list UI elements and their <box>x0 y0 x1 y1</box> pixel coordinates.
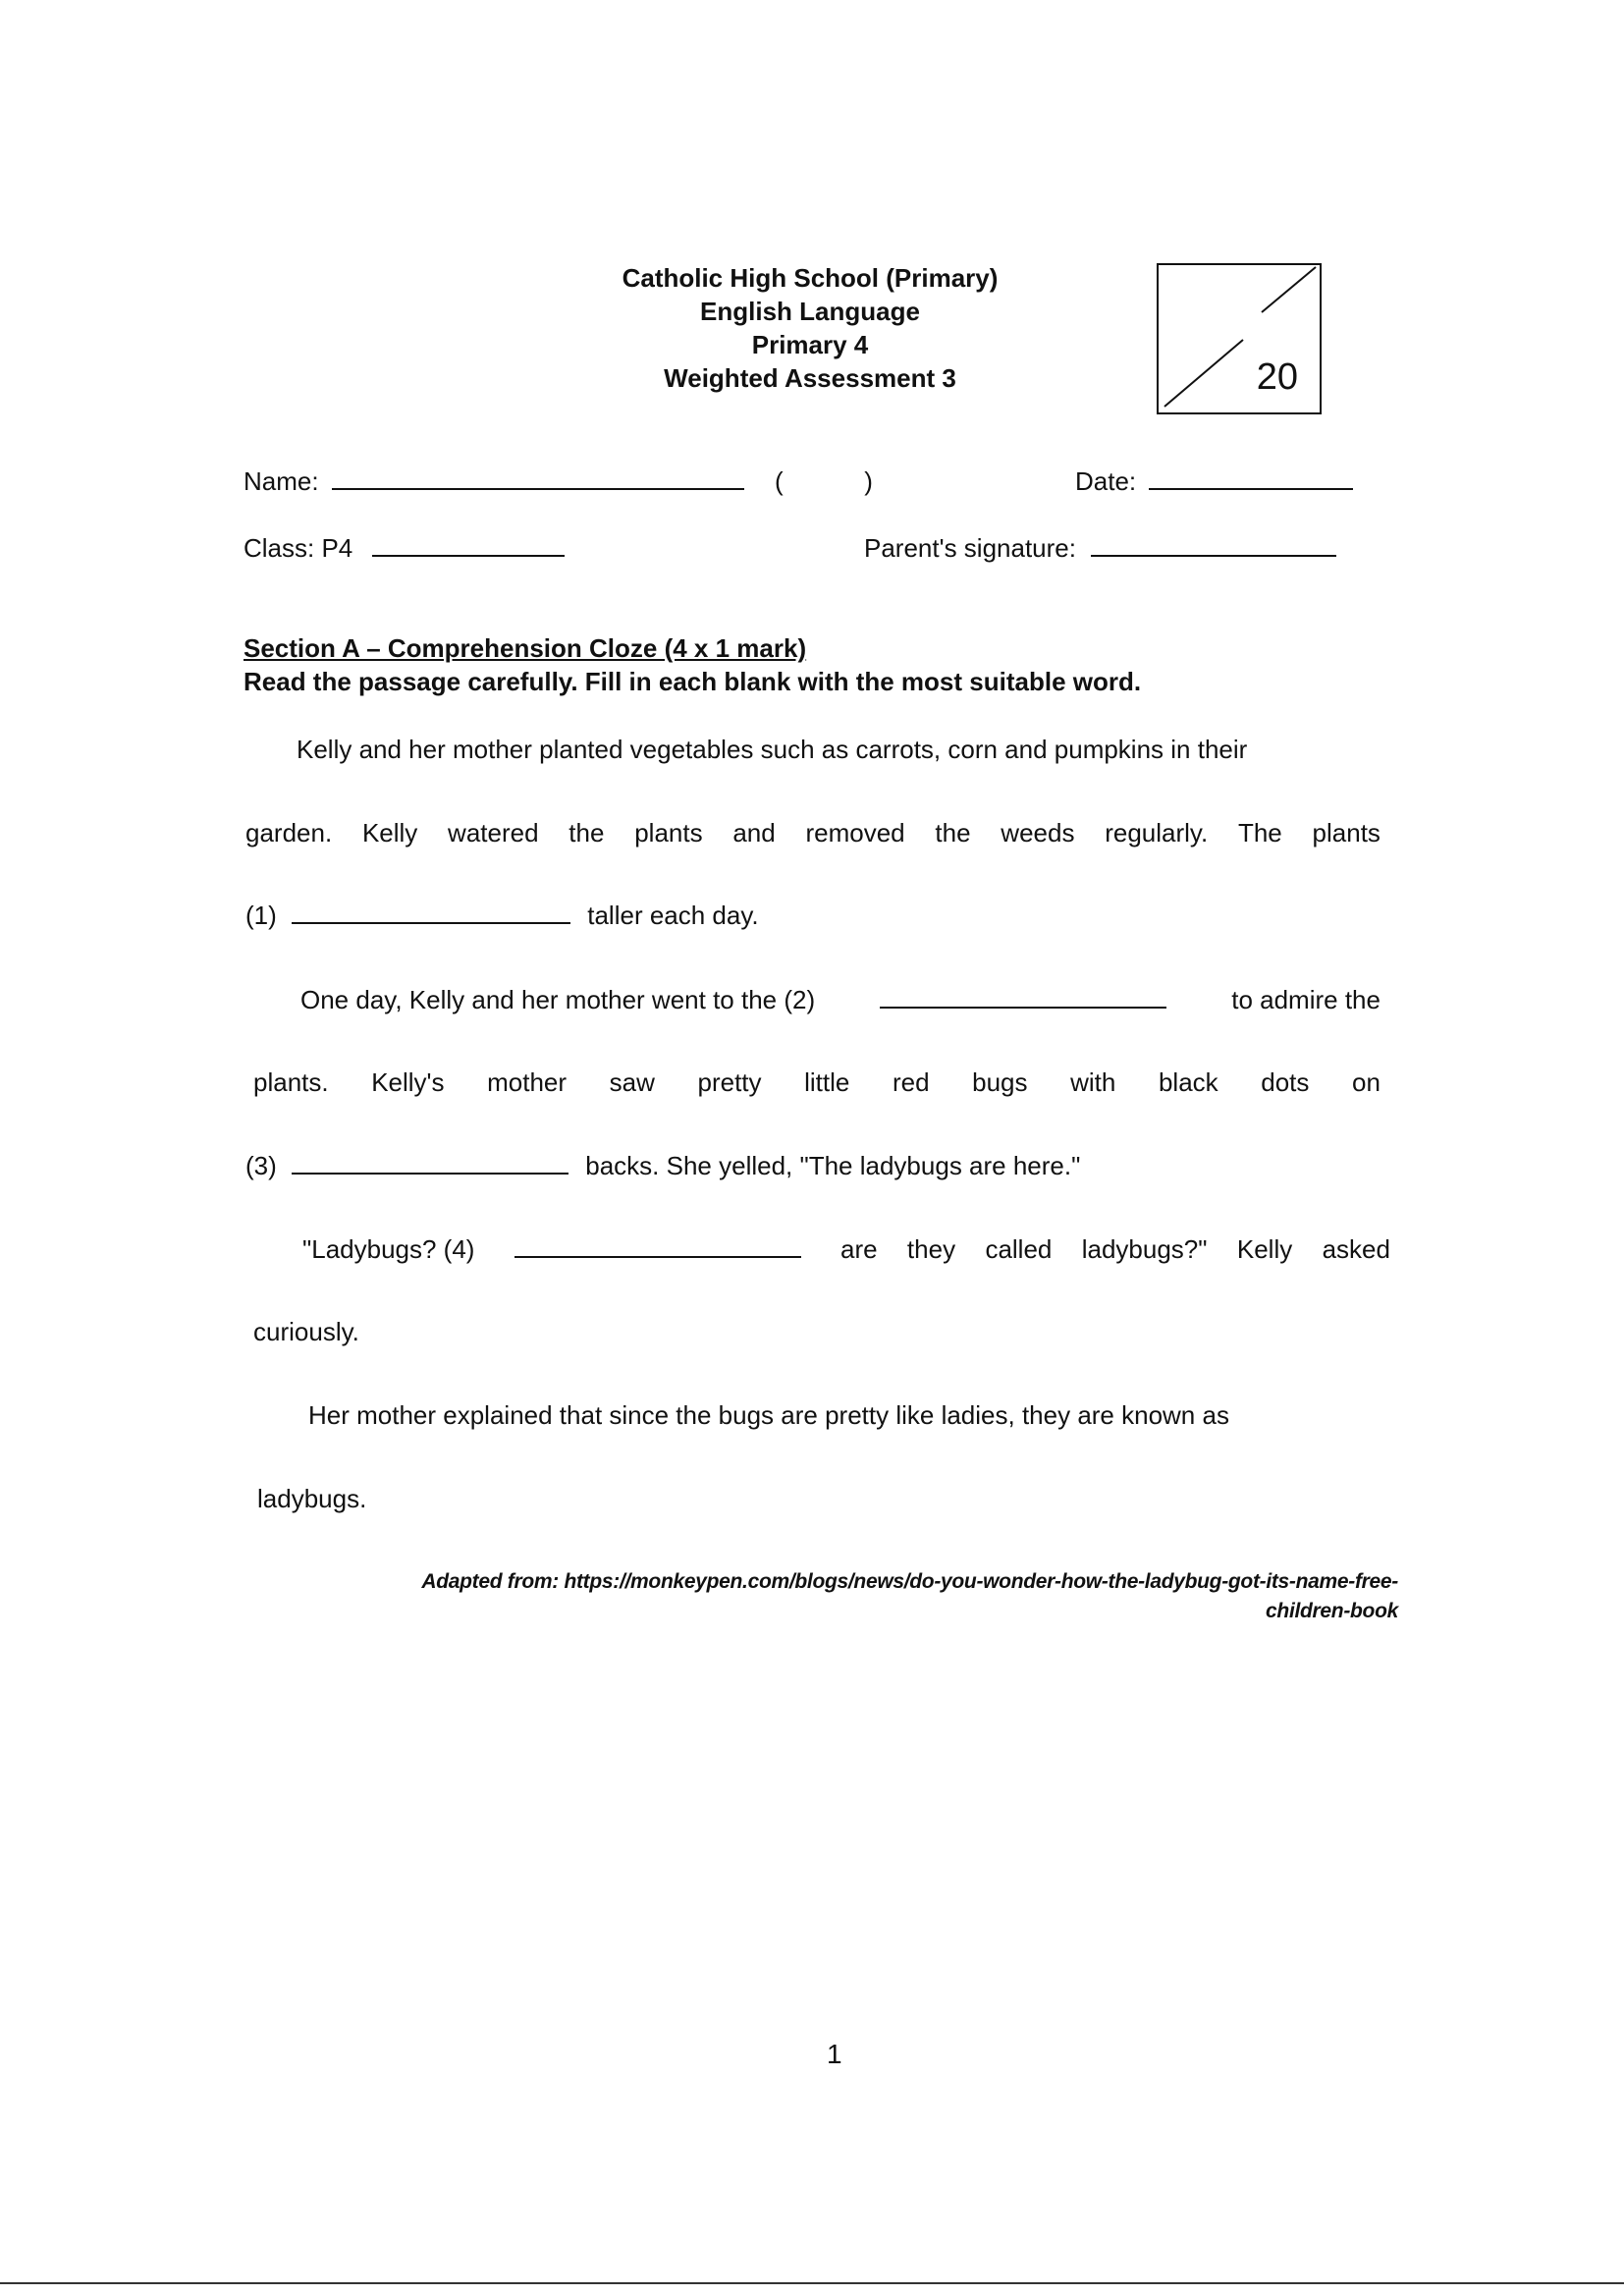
question-3-label: (3) <box>245 1151 277 1180</box>
name-field[interactable] <box>332 466 744 490</box>
worksheet-header <box>560 261 1060 395</box>
question-2-text-before: One day, Kelly and her mother went to the (2) <box>300 985 816 1014</box>
page-number: 1 <box>827 2039 842 2069</box>
question-2-text-after: to admire the <box>1231 985 1380 1014</box>
question-3-blank[interactable] <box>292 1151 568 1175</box>
name-row <box>244 466 873 497</box>
question-1-label: (1) <box>245 901 277 930</box>
passage-line-5-word: red <box>892 1067 930 1097</box>
score-box <box>1157 263 1322 414</box>
question-4-word: called <box>985 1234 1053 1264</box>
date-row <box>1075 466 1353 497</box>
passage-line-2-word: the <box>935 818 971 847</box>
assessment-name: Weighted Assessment 3 <box>664 363 956 393</box>
name-label: Name: <box>244 466 319 496</box>
passage-line-5-word: dots <box>1261 1067 1310 1097</box>
passage-line-5-word: mother <box>487 1067 568 1097</box>
passage-line-2-word: plants <box>634 818 703 847</box>
passage-line-8: curiously. <box>253 1317 359 1346</box>
parent-signature-label: Parent's signature: <box>864 533 1076 563</box>
passage-line-9: Her mother explained that since the bugs are pretty like ladies, they are known as <box>308 1400 1229 1430</box>
passage-line-2-word: garden. <box>245 818 333 847</box>
question-2-line <box>300 985 1380 1015</box>
passage-line-5-word: with <box>1070 1067 1116 1097</box>
passage-line-2-word: removed <box>805 818 905 847</box>
section-title: Section A – Comprehension Cloze (4 x 1 mark) <box>244 633 807 663</box>
school-name: Catholic High School (Primary) <box>622 263 999 293</box>
passage-line-2-word: The <box>1237 818 1282 847</box>
parent-signature-row <box>864 533 1336 564</box>
question-4-blank[interactable] <box>514 1234 801 1258</box>
score-total: 20 <box>1256 356 1298 398</box>
parent-signature-field[interactable] <box>1091 533 1336 557</box>
date-label: Date: <box>1075 466 1137 496</box>
passage-line-5-word: plants. <box>253 1067 329 1097</box>
passage-line-5-word: saw <box>609 1067 655 1097</box>
question-4-word: Kelly <box>1236 1234 1293 1264</box>
class-field[interactable] <box>372 533 565 557</box>
passage-line-5-word: bugs <box>972 1067 1028 1097</box>
question-1-line <box>245 901 759 931</box>
question-2-blank[interactable] <box>880 985 1166 1009</box>
question-1-blank[interactable] <box>292 901 570 924</box>
question-1-text: taller each day. <box>587 901 759 930</box>
passage-line-5-word: on <box>1352 1067 1380 1097</box>
question-3-line <box>245 1151 1080 1181</box>
question-4-word: they <box>906 1234 956 1264</box>
question-4-word: asked <box>1322 1234 1390 1264</box>
level-name: Primary 4 <box>751 330 869 359</box>
passage-line-2-word: weeds <box>1001 818 1075 847</box>
passage-line-5-word: little <box>804 1067 850 1097</box>
passage-line-10: ladybugs. <box>257 1484 367 1513</box>
section-instruction: Read the passage carefully. Fill in each blank with the most suitable word. <box>244 667 1142 696</box>
passage-line-2-word: the <box>568 818 605 847</box>
passage-line-5 <box>253 1067 1380 1098</box>
passage-line-5-word: black <box>1158 1067 1218 1097</box>
question-3-text: backs. She yelled, "The ladybugs are here." <box>585 1151 1081 1180</box>
index-open: ( <box>775 466 784 496</box>
class-row <box>244 533 565 564</box>
passage-line-2-word: regularly. <box>1105 818 1209 847</box>
passage-line-5-word: Kelly's <box>371 1067 445 1097</box>
source-citation <box>255 1567 1398 1626</box>
passage-line-2-word: and <box>732 818 776 847</box>
passage-line-5-word: pretty <box>697 1067 762 1097</box>
passage-line-2-word: plants <box>1312 818 1380 847</box>
question-4-word: ladybugs?" <box>1081 1234 1208 1264</box>
passage-line-2-word: watered <box>448 818 539 847</box>
passage-line-2-word: Kelly <box>361 818 418 847</box>
passage-line-2 <box>245 818 1380 848</box>
index-close: ) <box>864 466 873 496</box>
date-field[interactable] <box>1149 466 1353 490</box>
question-4-text-after <box>840 1234 1390 1265</box>
question-4-word: are <box>839 1234 878 1264</box>
question-4-text-before: "Ladybugs? (4) <box>302 1234 475 1264</box>
source-line-2: children-book <box>1266 1600 1398 1622</box>
question-4-line <box>302 1234 1390 1265</box>
subject-name: English Language <box>700 297 920 326</box>
bottom-rule <box>0 2282 1624 2284</box>
source-line-1: Adapted from: https://monkeypen.com/blogs/news/do-you-wonder-how-the-ladybug-got-its-name-free- <box>421 1570 1398 1593</box>
passage-line-1: Kelly and her mother planted vegetables such as carrots, corn and pumpkins in their <box>297 735 1248 764</box>
index-number-field[interactable] <box>790 466 857 490</box>
class-label: Class: P4 <box>244 533 353 563</box>
